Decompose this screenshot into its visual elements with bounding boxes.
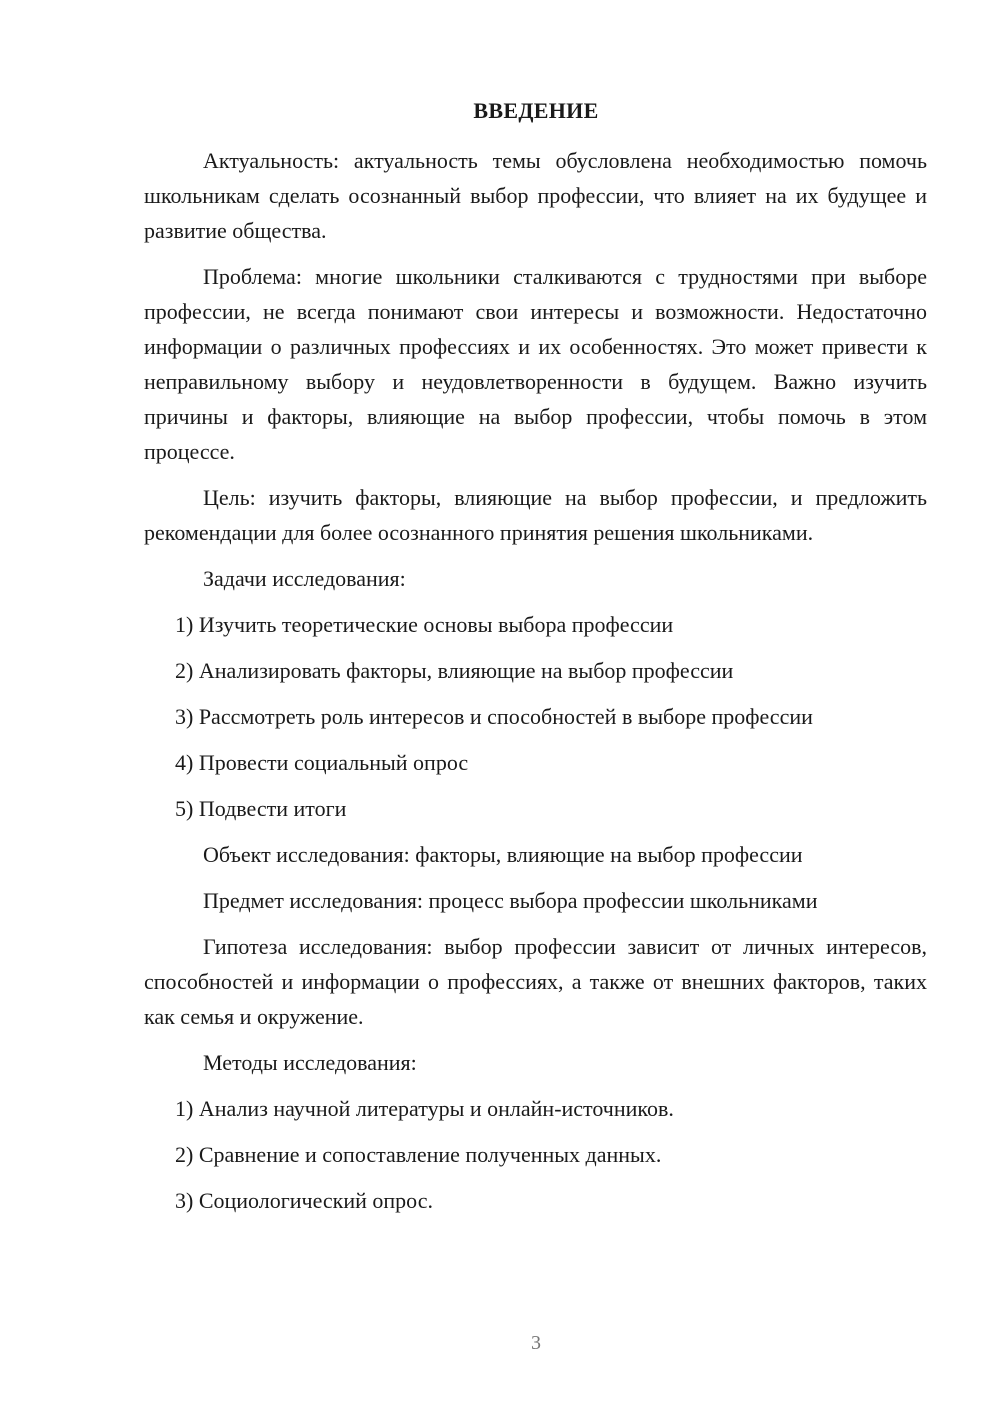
list-item: 1) Анализ научной литературы и онлайн-источников. — [175, 1096, 674, 1121]
methods-heading: Методы исследования: — [203, 1050, 417, 1075]
subject-line: Предмет исследования: процесс выбора профессии школьниками — [203, 888, 818, 913]
relevance-paragraph: Актуальность: актуальность темы обусловлена необходимостью помочь школьникам сделать осознанный выбор профессии, что влияет на их будущее и развитие общества. — [144, 148, 927, 243]
list-item: 1) Изучить теоретические основы выбора профессии — [175, 612, 674, 637]
list-item: 4) Провести социальный опрос — [175, 750, 469, 775]
list-item: 2) Сравнение и сопоставление полученных данных. — [175, 1142, 662, 1167]
methods-list — [144, 1091, 927, 1218]
tasks-heading: Задачи исследования: — [203, 566, 406, 591]
page-title: ВВЕДЕНИЕ — [473, 98, 599, 123]
list-item: 5) Подвести итоги — [175, 796, 347, 821]
document-body — [144, 143, 927, 1229]
list-item: 3) Социологический опрос. — [175, 1188, 433, 1213]
problem-paragraph: Проблема: многие школьники сталкиваются с трудностями при выборе профессии, не всегда понимают свои интересы и возможности. Недостаточно информации о различных профессиях и их особенностях. Это может привести к неправильному выбору и неудовлетворенности в будущем. Важно изучить причины и факторы, влияющие на выбор профессии, чтобы помочь в этом процессе. — [144, 264, 927, 464]
tasks-list — [144, 607, 927, 826]
list-item: 3) Рассмотреть роль интересов и способностей в выборе профессии — [175, 704, 813, 729]
hypothesis-paragraph: Гипотеза исследования: выбор профессии зависит от личных интересов, способностей и информации о профессиях, а также от внешних факторов, таких как семья и окружение. — [144, 934, 927, 1029]
goal-paragraph: Цель: изучить факторы, влияющие на выбор профессии, и предложить рекомендации для более осознанного принятия решения школьниками. — [144, 485, 927, 545]
list-item: 2) Анализировать факторы, влияющие на выбор профессии — [175, 658, 734, 683]
page-number: 3 — [531, 1332, 541, 1354]
object-line: Объект исследования: факторы, влияющие на выбор профессии — [203, 842, 803, 867]
